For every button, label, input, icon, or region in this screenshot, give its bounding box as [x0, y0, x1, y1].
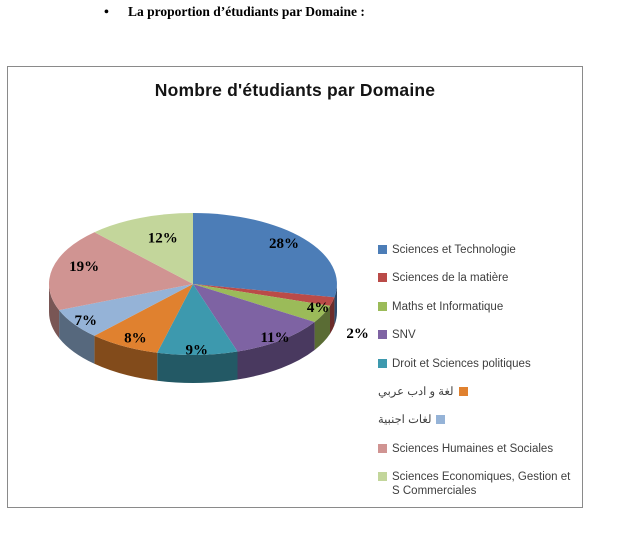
pie-value-label: 2%	[346, 325, 369, 342]
legend-swatch	[378, 273, 387, 282]
legend-swatch	[378, 472, 387, 481]
legend-item	[378, 271, 576, 285]
legend-label: Sciences Economiques, Gestion et S Commerciales	[392, 471, 571, 498]
chart-legend	[378, 243, 576, 499]
pie-value-label: 8%	[124, 330, 147, 347]
legend-label: Sciences Humaines et Sociales	[392, 442, 554, 455]
pie-value-label: 9%	[185, 342, 209, 359]
pie-value-label: 7%	[74, 312, 98, 329]
pie-value-label: 28%	[269, 235, 299, 252]
bullet-marker: •	[104, 5, 109, 20]
legend-item	[378, 470, 576, 499]
legend-item	[378, 413, 576, 427]
legend-swatch	[459, 387, 468, 396]
legend-label: Sciences de la matière	[392, 272, 509, 285]
legend-item	[378, 357, 576, 371]
heading-text: La proportion d’étudiants par Domaine :	[128, 4, 365, 19]
legend-label: SNV	[392, 329, 416, 342]
pie-slice-0	[193, 213, 337, 297]
legend-item	[378, 385, 576, 399]
legend-swatch	[436, 415, 445, 424]
pie-value-label: 19%	[69, 259, 100, 275]
legend-item	[378, 442, 576, 456]
legend-item	[378, 300, 576, 314]
chart-frame	[7, 66, 583, 508]
pie-value-label: 11%	[260, 330, 290, 347]
legend-label: لغات اجنبية	[378, 414, 432, 427]
legend-item	[378, 328, 576, 342]
pie-value-label: 12%	[147, 230, 178, 247]
legend-label: لغة و ادب عربي	[378, 385, 454, 398]
legend-swatch	[378, 359, 387, 368]
legend-swatch	[378, 245, 387, 254]
legend-label: Maths et Informatique	[392, 300, 504, 313]
legend-swatch	[378, 302, 387, 311]
legend-item	[378, 243, 576, 257]
document-heading	[104, 4, 365, 21]
legend-label: Sciences et Technologie	[392, 244, 516, 256]
legend-swatch	[378, 330, 387, 339]
chart-title: Nombre d'étudiants par Domaine	[154, 80, 436, 100]
legend-swatch	[378, 444, 387, 453]
legend-label: Droit et Sciences politiques	[392, 357, 531, 370]
pie-value-label: 4%	[306, 300, 330, 316]
